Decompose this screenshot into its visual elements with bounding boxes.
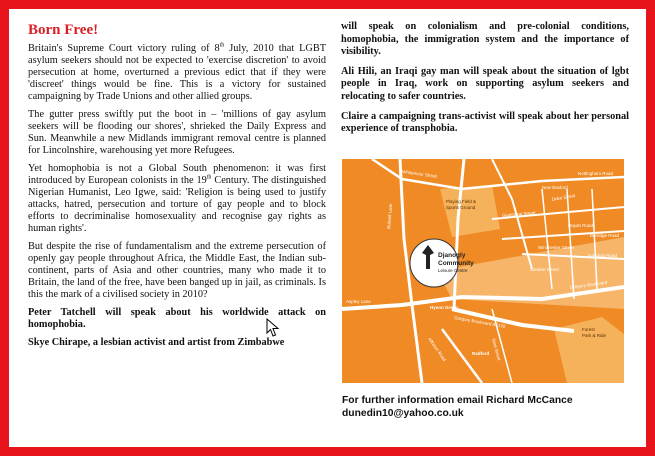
century-suffix: th — [206, 174, 212, 181]
speaker-hili: Ali Hili, an Iraqi gay man will speak about the situation of lgbt people in Iraq, work on supporting asylum seekers and relocating to safer countries. — [341, 65, 629, 102]
label-gregory-a6130: Gregory Boulevard A6130 — [453, 315, 506, 329]
mouse-pointer-icon — [266, 318, 280, 338]
paragraph-homophobia — [28, 163, 326, 235]
contact-line-1: For further information email Richard McCance — [342, 395, 573, 406]
paragraph-gutter-press: The gutter press swiftly put the boot in – 'millions of gay asylum seekers will be flooding our shores', shrieked the Daily Express and Sun. Meanwhile a new Midlands immigrant removal centre is planned for Lincolnshire, warehousing yet more Refugees. — [28, 109, 326, 156]
label-whitemoor: Whitemoor Street — [401, 169, 438, 179]
label-duke: Duke Street — [551, 192, 576, 202]
article-left-column — [28, 22, 326, 355]
label-hyson-green: Hyson Green — [430, 305, 459, 310]
ordinal-suffix: th — [219, 42, 225, 49]
paragraph-ruling-a: Britain's Supreme Court victory ruling of 8 — [28, 43, 220, 54]
speaker-claire: Claire a campaigning trans-activist will speak about her personal experience of transphobia. — [341, 110, 629, 135]
paragraph-homophobia-b: Century. The distinguished Nigerian Humanist, Leo Igwe, said: 'Religion is being used to justify attacks, hatred, persecution and torture of gay people and to block efforts to decriminalise homosexuality and recognise gay rights as human rights'. — [28, 175, 326, 234]
paragraph-homophobia-a: Yet homophobia is not a Global South phenomenon: it was first introduced by European colonists in the 19 — [28, 163, 326, 186]
label-berridge: Berridge Road — [590, 233, 620, 238]
article-right-column — [341, 21, 629, 143]
label-haydn: Haydn Road — [568, 223, 594, 228]
label-winchester: Winchester Street — [538, 245, 574, 250]
label-gladstone: Gladstone Street — [501, 210, 536, 218]
label-forest-2: Park & Ride — [582, 333, 607, 338]
label-aspley-lane: Aspley Lane — [346, 299, 371, 304]
page-title: Born Free! — [28, 22, 99, 38]
speaker-chirape-continued: will speak on colonialism and pre-colonial conditions, homophobia, the immigration system and the importance of visibility. — [341, 21, 629, 58]
label-gregory-boulevard: Gregory Boulevard — [569, 279, 608, 290]
paragraph-fundamentalism: But despite the rise of fundamentalism and the extreme persecution of openly gay people throughout Africa, the Middle East, the Indian sub-continent, parts of Asia and other countries, many who made it to Britain, the land of the free, have been banged up in jail, as criminals. Is this the mark of a civilised society in 2010? — [28, 241, 326, 300]
label-alfreton: Alfreton Road — [427, 336, 448, 363]
venue-name-2: Community — [438, 260, 474, 267]
label-bulwell: Bulwell Lane — [386, 203, 394, 230]
map-graphic — [342, 159, 624, 383]
label-new-basford: New Basford — [542, 185, 568, 190]
label-isandula: Isandula Road — [588, 253, 618, 258]
label-noel: Noel Street — [491, 337, 502, 362]
label-forest-1: Forest — [582, 327, 595, 332]
speaker-tatchell: Peter Tatchell will speak about his worldwide attack on homophobia. — [28, 307, 326, 330]
venue-name-3: Leisure Centre — [438, 268, 468, 273]
contact-info — [342, 395, 632, 420]
label-playing-field-2: Sports Ground — [446, 205, 476, 210]
contact-email[interactable]: dunedin10@yahoo.co.uk — [342, 407, 464, 419]
venue-map — [342, 159, 624, 383]
label-radford: Radford — [472, 351, 490, 356]
label-playing-field-1: Playing Field & — [446, 199, 477, 204]
speaker-chirape: Skye Chirape, a lesbian activist and artist from Zimbabwe — [28, 337, 285, 348]
label-nottingham-road: Nottingham Road — [578, 171, 614, 176]
venue-name-1: Djanogly — [438, 252, 466, 259]
label-sandon: Sandon Street — [530, 267, 559, 272]
paragraph-ruling-b: July, 2010 that LGBT asylum seekers should not be expected to 'exercise discretion' to avoid persecution at home, overturned a previous edict that if they were 'discreet' things would be fine. This is a victory for sustained campaigning by Trade Unions and other allied groups. — [28, 43, 326, 102]
paragraph-ruling — [28, 43, 326, 103]
